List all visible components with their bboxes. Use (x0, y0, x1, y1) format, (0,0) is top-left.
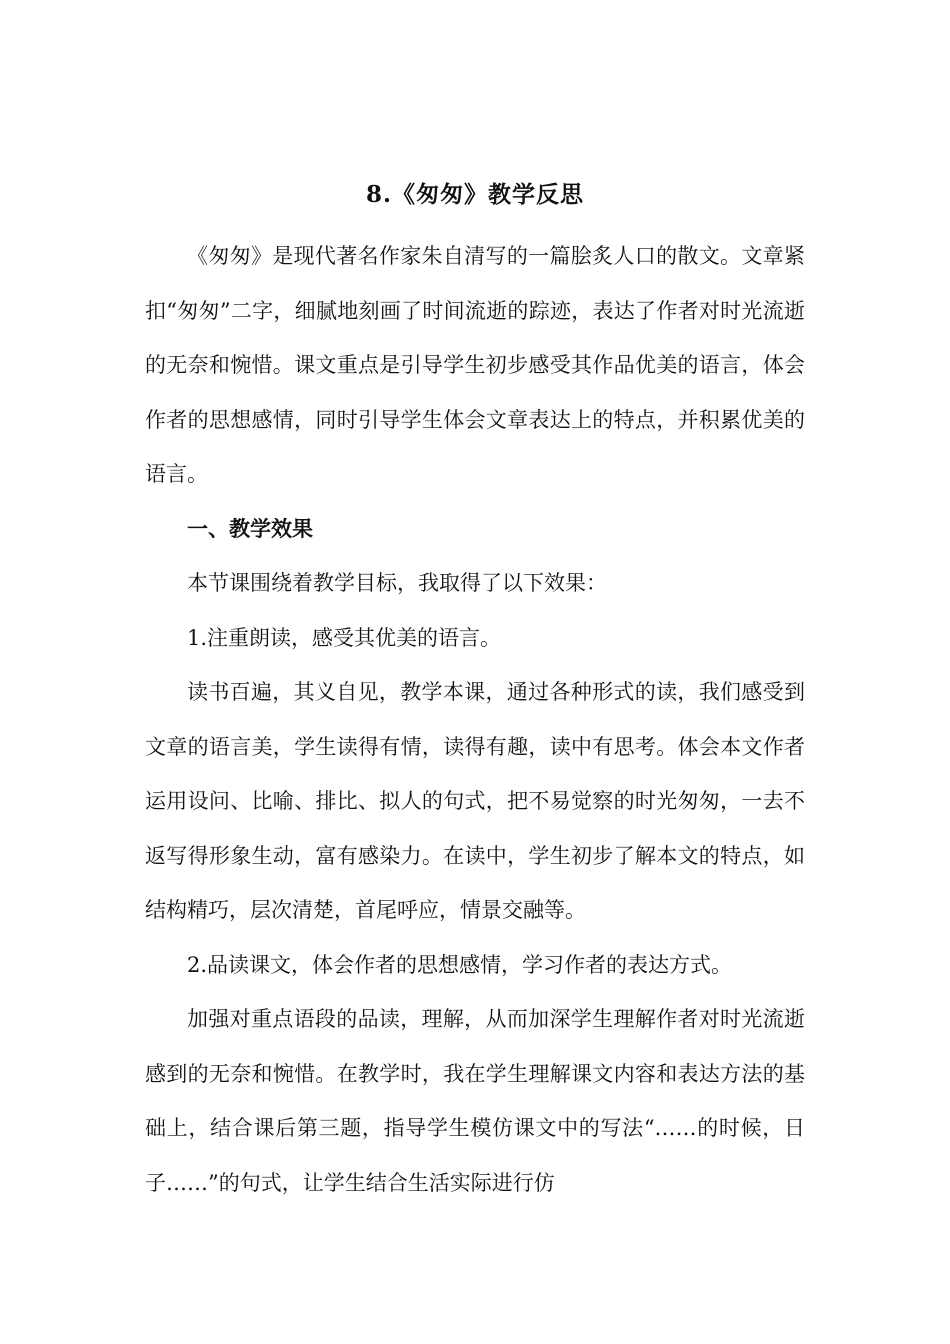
document-title: 8.《匆匆》教学反思 (365, 181, 584, 208)
point-2-paragraph: 加强对重点语段的品读，理解，从而加深学生理解作者对时光流逝感到的无奈和惋惜。在教学时，我在学生理解课文内容和表达方法的基础上，结合课后第三题，指导学生模仿课文中的写法“……的时候，日子……”的句式，让学生结合生活实际进行仿 (145, 1007, 805, 1195)
section-heading-teaching-effect: 一、教学效果 (187, 515, 313, 541)
point-2-heading: 2.品读课文，体会作者的思想感情，学习作者的表达方式。 (187, 952, 733, 977)
intro-paragraph: 《匆匆》是现代著名作家朱自清写的一篇脍炙人口的散文。文章紧扣“匆匆”二字，细腻地刻画了时间流逝的踪迹，表达了作者对时光流逝的无奈和惋惜。课文重点是引导学生初步感受其作品优美的语言，体会作者的思想感情，同时引导学生体会文章表达上的特点，并积累优美的语言。 (145, 244, 805, 486)
section-intro-paragraph: 本节课围绕着教学目标，我取得了以下效果： (187, 571, 607, 595)
document-body (145, 229, 805, 1210)
point-1-paragraph: 读书百遍，其义自见，教学本课，通过各种形式的读，我们感受到文章的语言美，学生读得有情，读得有趣，读中有思考。体会本文作者运用设问、比喻、排比、拟人的句式，把不易觉察的时光匆匆，一去不返写得形象生动，富有感染力。在读中，学生初步了解本文的特点，如结构精巧，层次清楚，首尾呼应，情景交融等。 (145, 680, 805, 922)
point-1-heading: 1.注重朗读，感受其优美的语言。 (187, 625, 502, 650)
